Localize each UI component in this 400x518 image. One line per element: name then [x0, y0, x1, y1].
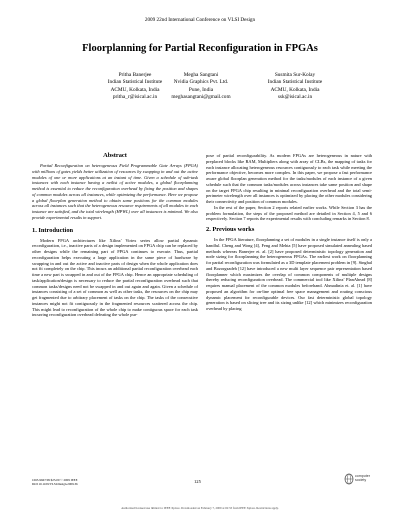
computer-society-logo — [344, 472, 374, 486]
author-name: Pritha Banerjee — [118, 72, 152, 78]
author-name: Megha Sangtani — [183, 72, 219, 78]
author-email: ssk@isical.ac.in — [277, 94, 313, 101]
page-number: 125 — [194, 479, 201, 484]
author-affiliation: Nvidia Graphics Pvt. Ltd. — [173, 79, 229, 86]
footer-doi-codes: 1063-9667/09 $25.00 © 2009 IEEE DOI 10.1109/VLSI.Design.2009.36 — [32, 478, 78, 486]
paper-title: Floorplanning for Partial Reconfiguration in FPGAs — [82, 43, 318, 54]
conference-name: 2009 22nd International Conference on VLSI Design — [144, 17, 256, 23]
author-affiliation: Indian Statistical Institute — [267, 79, 323, 86]
author-block-3 — [230, 72, 360, 102]
logo-text: computer society — [355, 474, 370, 482]
introduction-continued-text: pose of partial reconfigurability. As modern FPGAs are heterogeneous in nature with preplaced blocks like RAM, Multipliers along with array of CLBs, the mapping of tasks for each instance allocating heterogeneous resources contiguously to each task while meeting the performance objective, becomes more complex. In this paper, we propose a fast performance aware global floorplan generation method for the tasks/modules of each instance of a given schedule such that the common tasks/modules across instances take same position and shape on the target FPGA chip resulting in minimal reconfiguration overhead and the total semi-perimeter wirelength over all instances is optimized by placing the other modules considering their connectivity and position of common modules. — [206, 153, 372, 204]
left-column — [32, 152, 198, 318]
author-org: ACMU, Kolkata, India — [110, 86, 160, 93]
download-notice: Authorized licensed use limited to: IEEE Xplore. Downloaded on February 7, 2009 at 02:33 from IEEE Xplore. Restrictions apply. — [121, 506, 279, 510]
abstract-heading: Abstract — [103, 152, 127, 159]
author-affiliation: Indian Statistical Institute — [107, 79, 163, 86]
author-email: pritha_r@isical.ac.in — [112, 94, 158, 101]
abstract-text: Partial Reconfiguration on heterogeneous Field Programmable Gate Arrays (FPGA) with millions of gates yields better utilization of resources by swapping in and out the active modules of one or more applications at an instant of time. Given a schedule of sub-task instances with each instance having a netlist of active modules, a global floorplanning method is essential to reduce the reconfiguration overhead by fixing the position and shapes of common modules across all instances, while optimizing the performance. Here we propose a global floorplan generation method to obtain same positions for the common modules across all instances such that the heterogeneous resource requirements of all modules in each instance are satisfied, and the total wirelength (HPWL) over all instances is minimal. We also provide experimental results in support. — [32, 163, 198, 220]
author-org: Pune, India — [188, 86, 214, 93]
paper-organization-text: In the rest of the paper, Section 2 reports related earlier works. While Section 3 has the problem formulation, the steps of the proposed method are detailed in Section 4, 5 and 6 respectively. Section 7 reports the experimental results with concluding remarks in Section 8. — [206, 204, 372, 222]
previous-works-heading: 2. Previous works — [206, 226, 255, 233]
author-email: meghasangtani@gmail.com — [171, 94, 231, 101]
right-column — [206, 153, 372, 312]
previous-works-text: In the FPGA literature, floorplanning a set of modules in a single instance itself is only a handful. Cheng and Wong [4], Feng and Mehta [5] have proposed simulated annealing based methods whereas Banerjee et. al. [2] have proposed deterministic topology generation and node sizing for floorplanning the heterogeneous FPGAs. The earliest work on floorplanning for partial reconfiguration was formulated as a 3D template placement problem in [9]. Singhal and Bozorgzadeh [12] have introduced a new multi layer sequence pair representation based floorplanner which maximizes the overlap of common components of multiple designs thereby reducing reconfiguration overhead. The commercial tool like Xilinx' PlanAhead [8] requires manual placement of the common modules beforehand. Ahmadinia et. al. [1] have proposed an algorithm for on-line optimal free space management and routing conscious dynamic placement for reconfigurable devices. Our fast deterministic global topology generation is based on slicing tree and its sizing unlike [12] which minimizes reconfiguration overhead by placing — [206, 237, 372, 311]
introduction-text: Modern FPGA architectures like Xilinx' Virtex series allow partial dynamic reconfiguration, i.e., inactive parts of a design implemented on FPGA chip can be replaced by other designs while the remaining part of FPGA continues to execute. Thus, partial reconfiguration helps executing a large application in the same piece of hardware by swapping in and out the active and inactive parts of design when the whole application does not fit completely on the chip. This incurs an additional partial reconfiguration overhead each time a new part is swapped in and out of the FPGA chip. Hence an appropriate scheduling of task/application/design is necessary to reduce the partial reconfiguration overhead such that common tasks/designs need not be swapped in and out again and again. Given a schedule of instances consisting of a set of common as well as other tasks, the resources on the chip may get fragmented due to arbitrary placement of tasks on the chip. The tasks of the consecutive instances might not fit contiguously in the fragmented resources scattered across the chip. This might lead to reconfiguration of the whole chip to make contiguous space for each task incurring reconfiguration overhead defeating the whole pur- — [32, 237, 198, 318]
introduction-heading: 1. Introduction — [32, 226, 74, 234]
author-name: Susmita Sur-Kolay — [274, 72, 316, 78]
author-org: ACMU, Kolkata, India — [270, 86, 320, 93]
